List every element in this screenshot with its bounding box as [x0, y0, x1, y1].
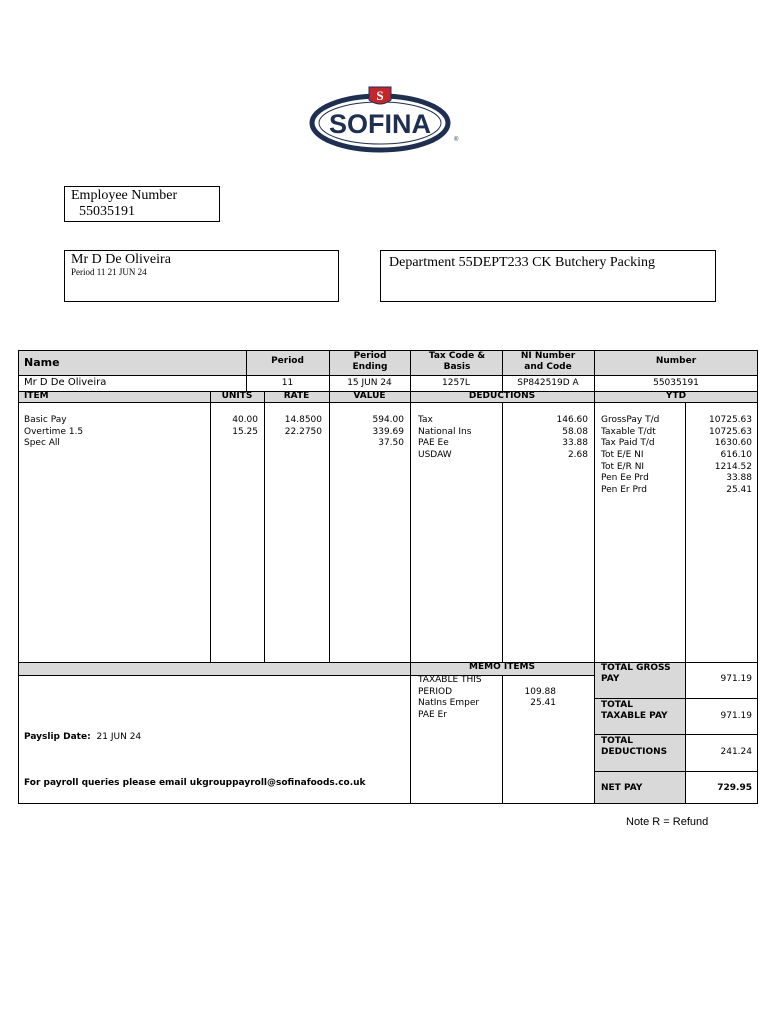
deduction-names-list — [418, 415, 498, 462]
net-pay-value: 729.95 — [717, 783, 752, 793]
total-gross-label-line2: PAY — [601, 674, 620, 684]
payment-rate: 22.2750 — [284, 426, 322, 437]
payment-values-list — [329, 415, 404, 450]
payslip-date-value: 21 JUN 24 — [96, 732, 142, 742]
ytd-value: 1630.60 — [714, 438, 752, 449]
number-header: Number — [655, 356, 697, 366]
memo-value: 25.41 — [530, 698, 556, 709]
department-text: Department 55DEPT233 CK Butchery Packing — [389, 255, 655, 270]
ytd-value: 10725.63 — [709, 415, 752, 425]
rate-header: RATE — [283, 391, 310, 401]
name-header: Name — [24, 356, 60, 369]
sofina-logo-graphic — [308, 83, 460, 153]
value-header: VALUE — [353, 391, 386, 401]
memo-items-header: MEMO ITEMS — [469, 662, 535, 672]
deduction-amount: 33.88 — [562, 438, 588, 449]
info-period-ending: 15 JUN 24 — [347, 378, 392, 388]
ytd-name: Pen Ee Prd — [601, 473, 649, 484]
info-number: 55035191 — [653, 378, 699, 388]
total-taxable-value: 971.19 — [720, 711, 752, 721]
department-box — [380, 250, 716, 302]
total-deductions-label — [601, 736, 683, 758]
refund-note: Note R = Refund — [626, 816, 709, 828]
ni-number-header: NI Number and Code — [520, 351, 576, 372]
payment-item: Overtime 1.5 — [24, 426, 84, 437]
total-deductions-label-line2: DEDUCTIONS — [601, 747, 668, 757]
ytd-value: 25.41 — [726, 485, 752, 496]
tax-code-header: Tax Code & Basis — [428, 351, 486, 372]
item-header: ITEM — [24, 391, 49, 401]
payslip-date-label: Payslip Date: — [24, 732, 91, 742]
units-header: UNITS — [221, 391, 253, 401]
ytd-name: GrossPay T/d — [601, 415, 660, 425]
employee-number-box — [64, 186, 220, 222]
ytd-value: 616.10 — [720, 450, 752, 461]
payslip-date — [24, 732, 141, 744]
ytd-value: 10725.63 — [709, 426, 752, 437]
deduction-name: Tax — [418, 415, 433, 425]
logo-text: SOFINA — [328, 109, 432, 139]
payment-rate — [264, 438, 322, 450]
employee-number-label: Employee Number — [71, 188, 178, 203]
total-taxable-label — [601, 700, 683, 722]
memo-value: 109.88 — [524, 686, 556, 697]
payroll-queries-text: For payroll queries please email ukgrouppayroll@sofinafoods.co.uk — [24, 778, 366, 788]
total-deductions-label-line1: TOTAL — [601, 736, 633, 746]
payment-items-list — [24, 415, 204, 450]
memo-name: NatIns Emper — [418, 698, 480, 709]
ytd-header: YTD — [665, 391, 687, 401]
total-gross-label-line1: TOTAL GROSS — [601, 663, 671, 673]
ytd-name: Tot E/E NI — [601, 450, 644, 461]
deduction-amounts-list — [502, 415, 588, 462]
payment-rate: 14.8500 — [284, 415, 322, 425]
payment-units-list — [210, 415, 258, 450]
info-period: 11 — [281, 378, 294, 388]
deduction-name: PAE Ee — [418, 438, 449, 449]
ytd-name: Pen Er Prd — [601, 485, 647, 496]
employee-name-box — [64, 250, 339, 302]
deduction-amount: 58.08 — [562, 426, 588, 437]
ytd-name: Tot E/R NI — [601, 461, 645, 472]
payment-value: 339.69 — [372, 426, 404, 437]
memo-name: TAXABLE THIS — [418, 675, 482, 685]
period-line: Period 11 21 JUN 24 — [71, 267, 147, 277]
memo-name: PERIOD — [418, 686, 453, 697]
total-taxable-label-line2: TAXABLE PAY — [601, 711, 668, 721]
net-pay-label: NET PAY — [601, 783, 643, 793]
total-taxable-label-line1: TOTAL — [601, 700, 633, 710]
info-name: Mr D De Oliveira — [24, 377, 107, 388]
total-deductions-value: 241.24 — [720, 747, 752, 757]
ytd-name: Taxable T/dt — [601, 426, 656, 437]
deduction-amount: 2.68 — [567, 450, 588, 461]
memo-value — [502, 675, 556, 687]
deduction-name: USDAW — [418, 450, 452, 461]
payment-rates-list — [264, 415, 322, 450]
ytd-values-list — [685, 415, 752, 497]
deductions-header: DEDUCTIONS — [468, 391, 536, 401]
payment-value: 594.00 — [372, 415, 404, 425]
payslip-table — [18, 350, 758, 804]
employee-name: Mr D De Oliveira — [71, 252, 171, 267]
memo-values-list — [502, 675, 556, 722]
memo-name: PAE Er — [418, 710, 447, 721]
info-ni-number: SP842519D A — [517, 378, 579, 388]
payment-value: 37.50 — [378, 438, 404, 449]
period-header: Period — [271, 356, 304, 366]
employee-number-value: 55035191 — [79, 204, 135, 219]
memo-names-list — [418, 675, 500, 722]
info-tax-code: 1257L — [442, 378, 470, 388]
registered-mark: ® — [454, 137, 459, 143]
deduction-name: National Ins — [418, 426, 472, 437]
ytd-value: 33.88 — [726, 473, 752, 484]
deduction-amount: 146.60 — [556, 415, 588, 425]
total-gross-label — [601, 663, 683, 685]
payment-units — [210, 438, 258, 450]
period-ending-header: Period Ending — [352, 351, 388, 372]
payment-units: 40.00 — [232, 415, 258, 425]
ytd-names-list — [601, 415, 683, 497]
svg-text:S: S — [376, 88, 384, 103]
ytd-value: 1214.52 — [714, 461, 752, 472]
memo-value — [502, 710, 556, 722]
ytd-name: Tax Paid T/d — [601, 438, 655, 449]
payment-units: 15.25 — [232, 426, 258, 437]
total-gross-value: 971.19 — [720, 674, 752, 684]
payment-item: Spec All — [24, 438, 60, 449]
payment-item: Basic Pay — [24, 415, 67, 425]
sofina-logo — [308, 83, 460, 153]
